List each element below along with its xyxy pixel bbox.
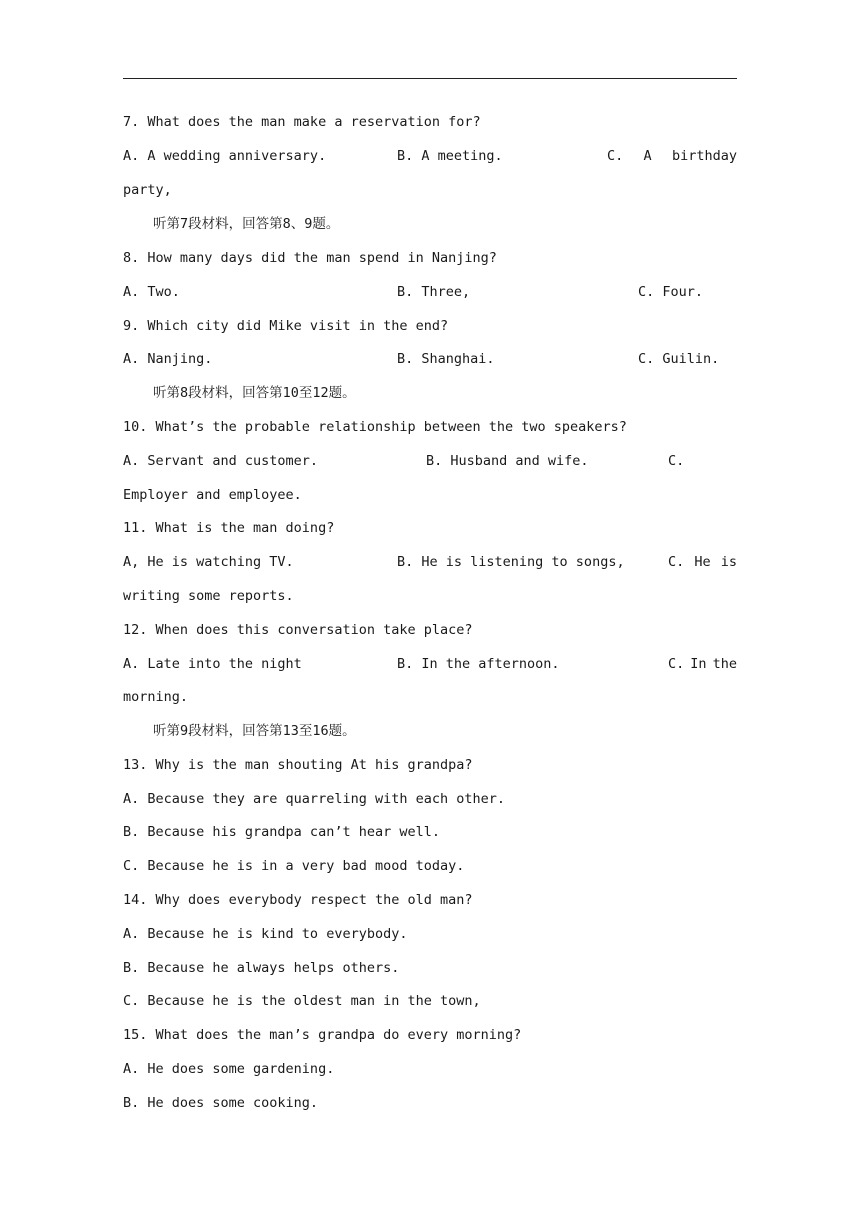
q13-option-b: B. Because his grandpa can’t hear well. bbox=[123, 824, 440, 840]
q10-option-a: A. Servant and customer. bbox=[123, 453, 319, 469]
question-14: 14. Why does everybody respect the old man? bbox=[123, 892, 473, 908]
question-15: 15. What does the man’s grandpa do every morning? bbox=[123, 1027, 522, 1043]
q12-option-c: C. In the bbox=[668, 656, 737, 672]
q11-option-c: C. He is bbox=[668, 554, 737, 570]
q15-option-b: B. He does some cooking. bbox=[123, 1095, 319, 1111]
q7-option-c: C. A birthday bbox=[607, 148, 737, 164]
q10-option-b: B. Husband and wife. bbox=[426, 453, 589, 469]
q13-option-c: C. Because he is in a very bad mood today. bbox=[123, 858, 465, 874]
q8-option-c: C. Four. bbox=[638, 284, 704, 300]
q8-option-b: B. Three, bbox=[397, 284, 471, 300]
q10-option-c: C. bbox=[668, 453, 685, 469]
section-8-instruction: 听第8段材料，回答第10至12题。 bbox=[153, 385, 356, 401]
q12-option-c-cont: morning. bbox=[123, 689, 189, 705]
section-7-instruction: 听第7段材料，回答第8、9题。 bbox=[153, 216, 340, 232]
q7-option-a: A. A wedding anniversary. bbox=[123, 148, 327, 164]
q9-option-c: C. Guilin. bbox=[638, 351, 720, 367]
section-9-instruction: 听第9段材料，回答第13至16题。 bbox=[153, 723, 356, 739]
q15-option-a: A. He does some gardening. bbox=[123, 1061, 335, 1077]
header-rule bbox=[123, 78, 737, 79]
q14-option-b: B. Because he always helps others. bbox=[123, 960, 400, 976]
q14-option-a: A. Because he is kind to everybody. bbox=[123, 926, 408, 942]
q12-option-b: B. In the afternoon. bbox=[397, 656, 560, 672]
q11-option-b: B. He is listening to songs, bbox=[397, 554, 625, 570]
question-12: 12. When does this conversation take place? bbox=[123, 622, 473, 638]
question-11: 11. What is the man doing? bbox=[123, 520, 335, 536]
question-8: 8. How many days did the man spend in Nanjing? bbox=[123, 250, 497, 266]
question-13: 13. Why is the man shouting At his grandpa? bbox=[123, 757, 473, 773]
q9-option-b: B. Shanghai. bbox=[397, 351, 495, 367]
q12-option-a: A. Late into the night bbox=[123, 656, 302, 672]
q9-option-a: A. Nanjing. bbox=[123, 351, 213, 367]
q13-option-a: A. Because they are quarreling with each other. bbox=[123, 791, 506, 807]
q11-option-a: A, He is watching TV. bbox=[123, 554, 294, 570]
q14-option-c: C. Because he is the oldest man in the town, bbox=[123, 993, 481, 1009]
question-9: 9. Which city did Mike visit in the end? bbox=[123, 318, 449, 334]
question-7: 7. What does the man make a reservation for? bbox=[123, 114, 481, 130]
question-10: 10. What’s the probable relationship between the two speakers? bbox=[123, 419, 627, 435]
q7-option-b: B. A meeting. bbox=[397, 148, 503, 164]
q11-option-c-cont: writing some reports. bbox=[123, 588, 294, 604]
q7-option-c-cont: party, bbox=[123, 182, 172, 198]
q8-option-a: A. Two. bbox=[123, 284, 180, 300]
q10-option-c-cont: Employer and employee. bbox=[123, 487, 302, 503]
